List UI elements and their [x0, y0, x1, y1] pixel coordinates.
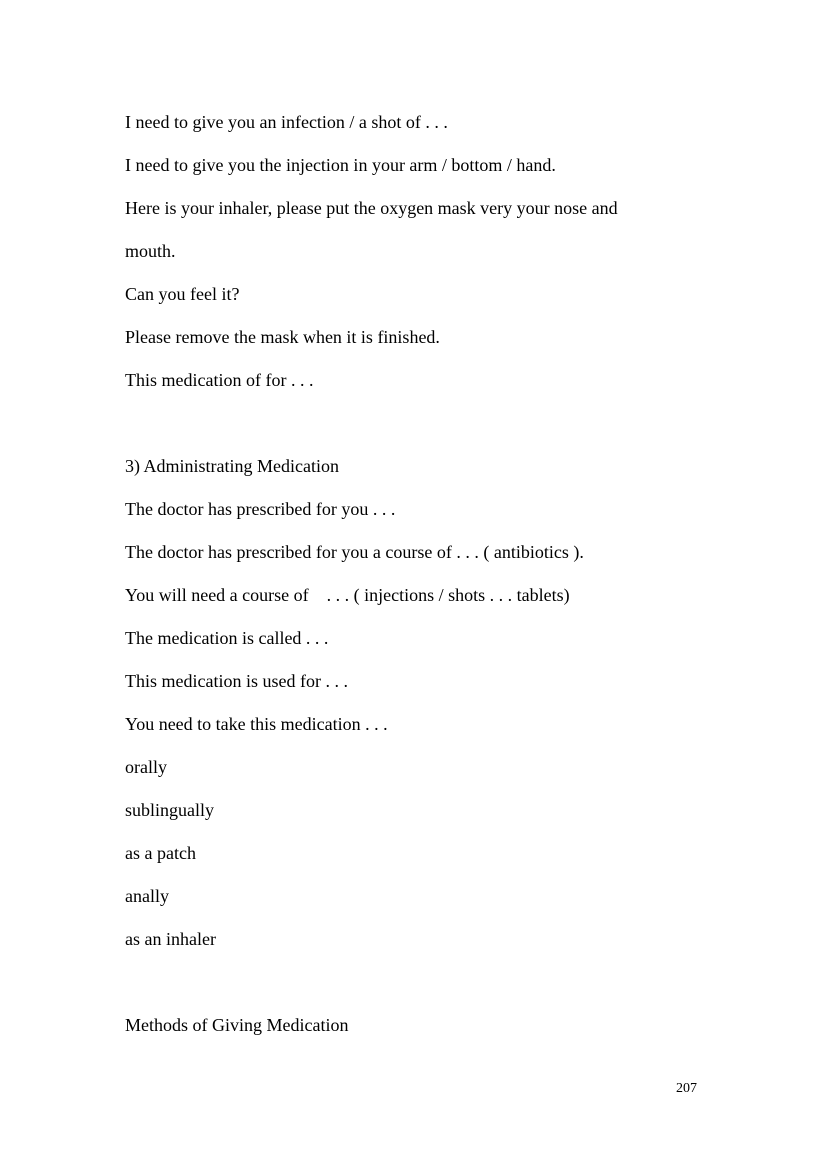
text-line: The doctor has prescribed for you a course of . . . ( antibiotics ). — [125, 542, 584, 562]
text-line: Here is your inhaler, please put the oxygen mask very your nose and — [125, 198, 618, 218]
text-line: Can you feel it? — [125, 284, 240, 304]
list-item: sublingually — [125, 800, 214, 820]
text-line: Please remove the mask when it is finished. — [125, 327, 440, 347]
text-line: mouth. — [125, 241, 176, 261]
text-line: I need to give you an infection / a shot of . . . — [125, 112, 448, 132]
text-line: This medication of for . . . — [125, 370, 314, 390]
text-line: You will need a course of . . . ( injections / shots . . . tablets) — [125, 585, 570, 605]
text-line: This medication is used for . . . — [125, 671, 348, 691]
list-item: orally — [125, 757, 167, 777]
section-heading: Methods of Giving Medication — [125, 1015, 349, 1035]
list-item: anally — [125, 886, 169, 906]
text-line: I need to give you the injection in your arm / bottom / hand. — [125, 155, 556, 175]
list-item: as a patch — [125, 843, 196, 863]
list-item: as an inhaler — [125, 929, 216, 949]
section-heading: 3) Administrating Medication — [125, 456, 339, 476]
text-line: The doctor has prescribed for you . . . — [125, 499, 396, 519]
page-number: 207 — [676, 1081, 697, 1096]
text-line: You need to take this medication . . . — [125, 714, 388, 734]
text-line: The medication is called . . . — [125, 628, 329, 648]
